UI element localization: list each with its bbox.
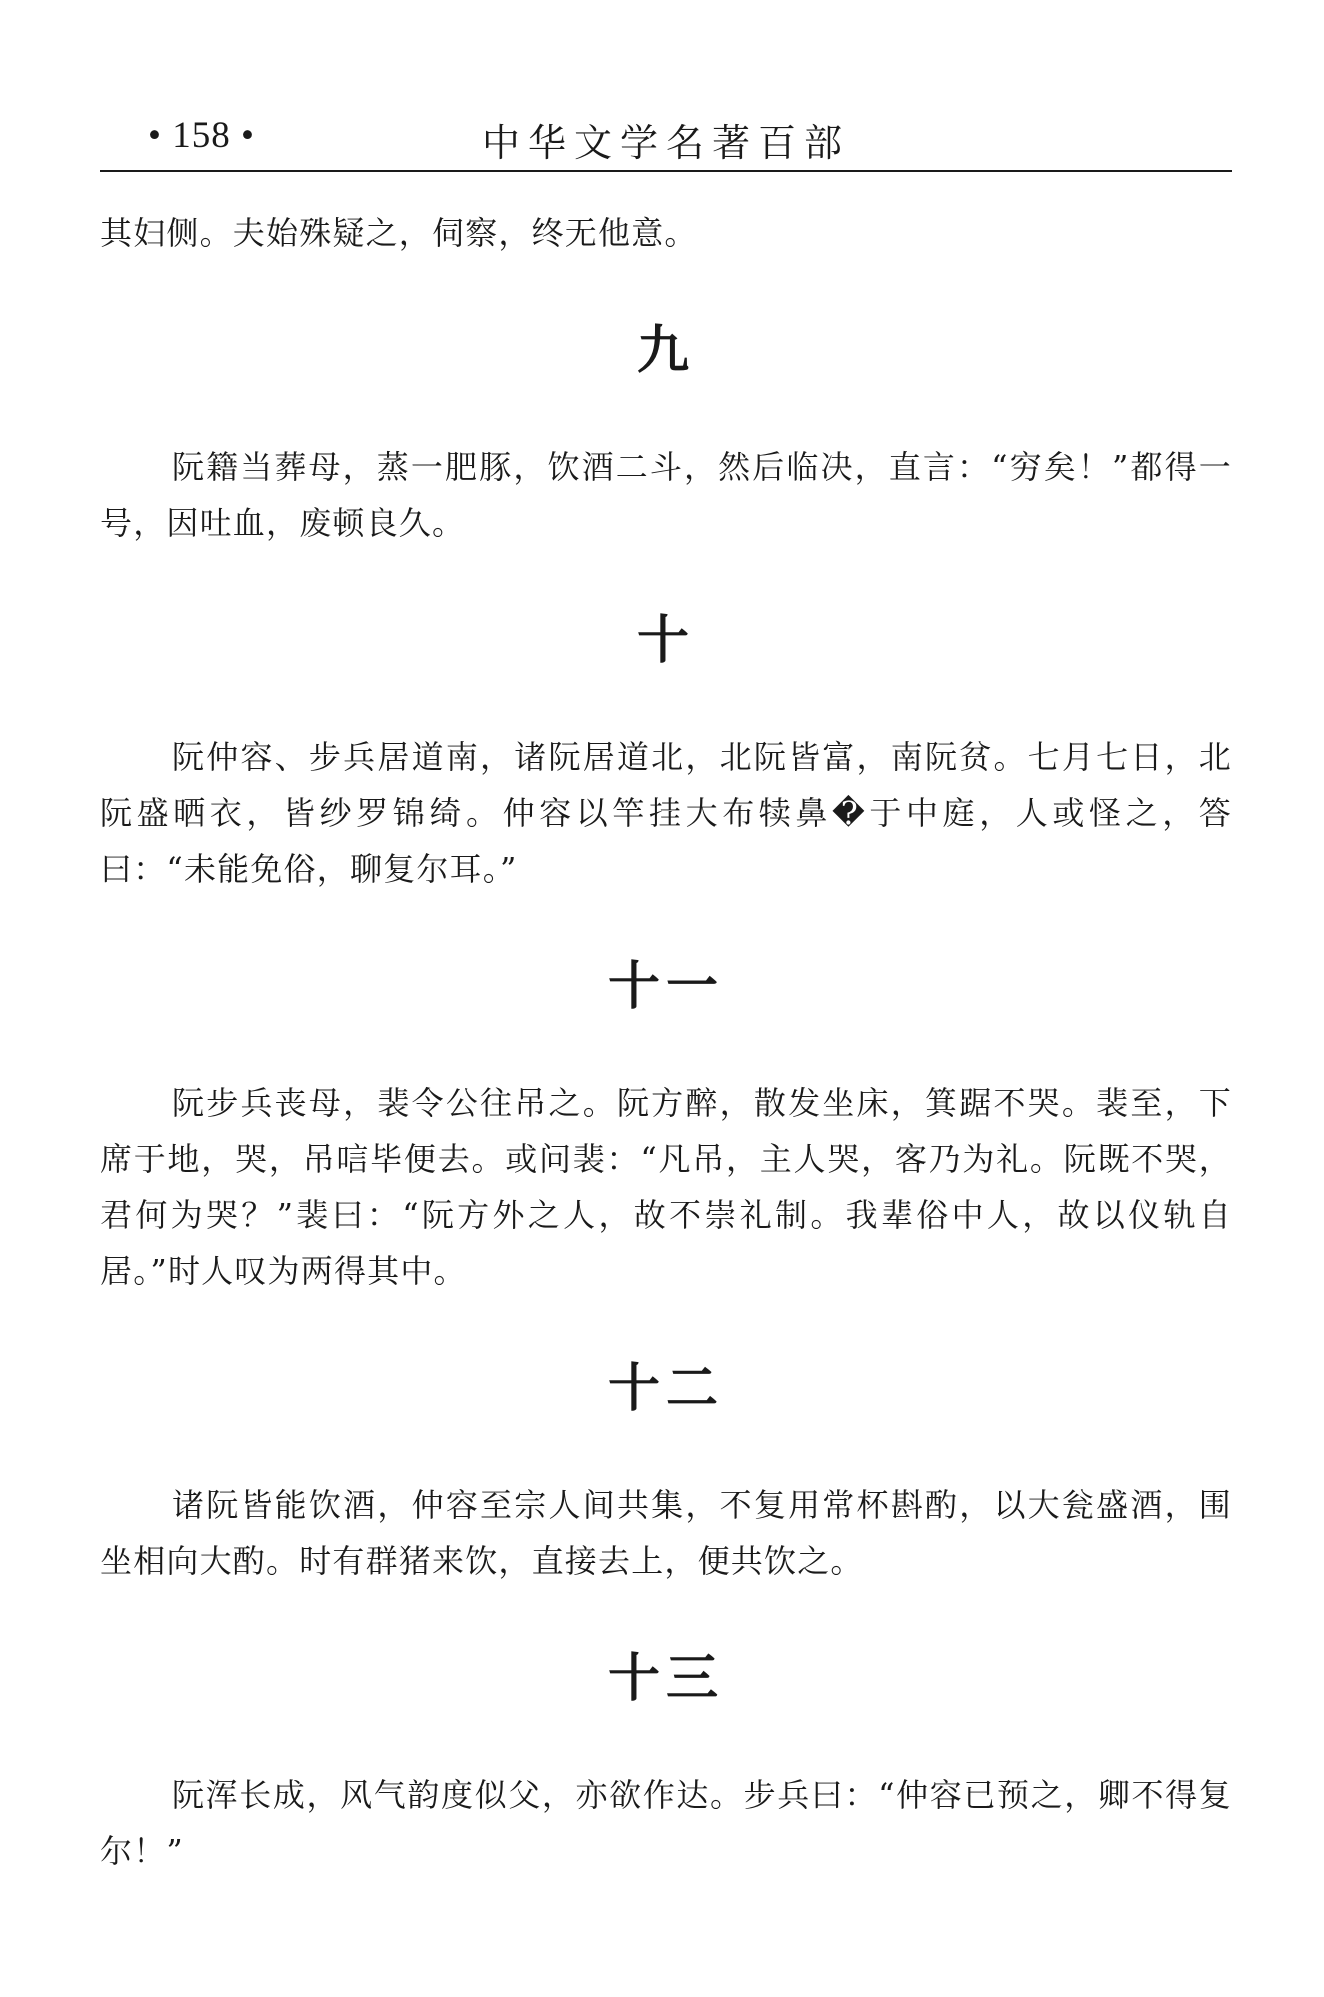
section-title: 九	[636, 321, 695, 381]
section-paragraph: 阮籍当葬母，蒸一肥豚，饮酒二斗，然后临决，直言：“穷矣！”都得一号，因吐血，废顿良久。	[100, 448, 1232, 542]
intro-paragraph: 其妇侧。夫始殊疑之，伺察，终无他意。	[100, 214, 698, 252]
page-header	[100, 104, 1232, 172]
section-9	[100, 321, 1232, 551]
section-title: 十三	[607, 1649, 724, 1709]
section-title: 十一	[607, 957, 724, 1017]
section-title: 十二	[607, 1359, 724, 1419]
section-title: 十	[636, 611, 695, 671]
book-page	[100, 0, 1232, 1997]
section-paragraph: 阮浑长成，风气韵度似父，亦欲作达。步兵曰：“仲容已预之，卿不得复尔！”	[100, 1776, 1232, 1870]
section-10	[100, 611, 1232, 897]
section-13	[100, 1649, 1232, 1879]
section-paragraph: 阮仲容、步兵居道南，诸阮居道北，北阮皆富，南阮贫。七月七日，北阮盛晒衣，皆纱罗锦绮。仲容以竿挂大布犊鼻�于中庭，人或怪之，答曰：“未能免俗，聊复尔耳。”	[100, 738, 1232, 888]
section-paragraph: 阮步兵丧母，裴令公往吊之。阮方醉，散发坐床，箕踞不哭。裴至，下席于地，哭，吊唁毕便去。或问裴：“凡吊，主人哭，客乃为礼。阮既不哭，君何为哭？”裴曰：“阮方外之人，故不崇礼制。我辈俗中人，故以仪轨自居。”时人叹为两得其中。	[100, 1084, 1232, 1290]
running-title: 中华文学名著百部	[481, 121, 850, 165]
section-12	[100, 1359, 1232, 1589]
section-11	[100, 957, 1232, 1299]
page-number: • 158 •	[148, 115, 255, 156]
page-content	[100, 205, 1232, 1879]
section-paragraph: 诸阮皆能饮酒，仲容至宗人间共集，不复用常杯斟酌，以大瓮盛酒，围坐相向大酌。时有群猪来饮，直接去上，便共饮之。	[100, 1486, 1232, 1580]
